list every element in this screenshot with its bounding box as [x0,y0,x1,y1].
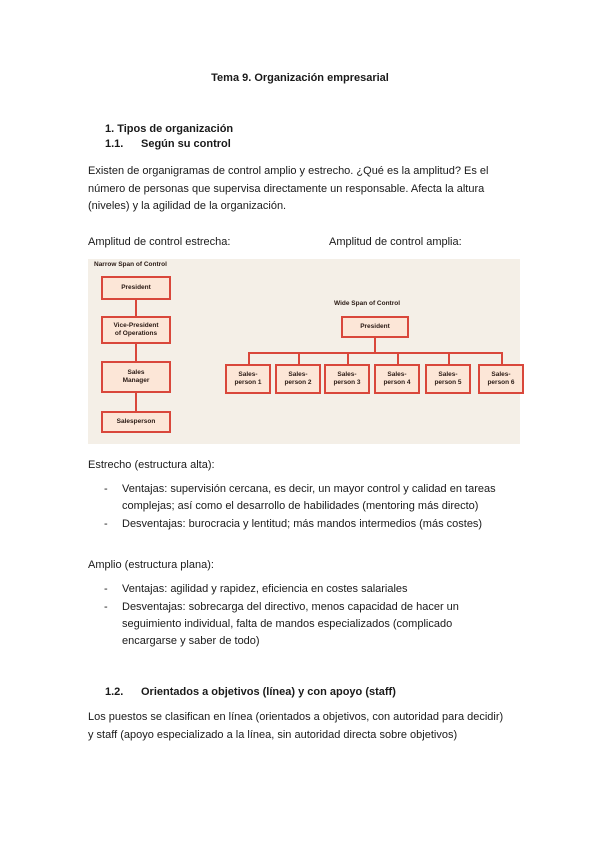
subsection-number-1-1: 1.1. [105,138,124,150]
narrow-structure-heading: Estrecho (estructura alta): [88,459,215,471]
org-node-salesperson-3: Sales- person 3 [324,364,370,394]
org-node-sales-manager: Sales Manager [101,361,171,393]
page-title: Tema 9. Organización empresarial [211,72,389,84]
org-node-salesperson-1: Sales- person 1 [225,364,271,394]
connector-line [374,338,376,353]
org-node-salesperson-6: Sales- person 6 [478,364,524,394]
org-node-salesperson-2: Sales- person 2 [275,364,321,394]
list-marker: - [104,583,108,595]
org-node-salesperson: Salesperson [101,411,171,433]
list-item [104,481,516,515]
list-item [104,581,504,598]
list-item [104,599,504,650]
list-marker: - [104,601,108,613]
connector-line [135,300,137,316]
span-of-control-figure [88,259,520,444]
connector-line [347,352,349,364]
narrow-structure-list [104,481,516,533]
wide-structure-heading: Amplio (estructura plana): [88,559,214,571]
connector-line [248,352,250,364]
org-node-vice-president: Vice-President of Operations [101,316,171,344]
narrow-chart-title: Narrow Span of Control [94,261,167,268]
connector-line [135,393,137,411]
intro-paragraph: Existen de organigramas de control amplio y estrecho. ¿Qué es la amplitud? Es el número de personas que supervisa directamente un responsable. Afecta la altura (niveles) y la agilidad de la organización. [88,165,489,212]
connector-line [248,352,503,354]
list-item-text: Desventajas: sobrecarga del directivo, menos capacidad de hacer un seguimiento individual, falta de mandos especializados (complicado encargarse y saber de todo) [122,601,459,647]
label-wide-span: Amplitud de control amplia: [329,236,462,248]
subsection-title-1-2: Orientados a objetivos (línea) y con apoyo (staff) [141,686,396,698]
connector-line [501,352,503,364]
org-node-salesperson-4: Sales- person 4 [374,364,420,394]
list-item-text: Ventajas: supervisión cercana, es decir, un mayor control y calidad en tareas complejas; así como el desarrollo de habilidades (mentoring más directo) [122,483,496,512]
connector-line [135,344,137,361]
list-item-text: Ventajas: agilidad y rapidez, eficiencia en costes salariales [122,583,408,595]
list-item-text: Desventajas: burocracia y lentitud; más mandos intermedios (más costes) [122,518,483,530]
list-marker: - [104,483,108,495]
connector-line [298,352,300,364]
org-node-salesperson-5: Sales- person 5 [425,364,471,394]
staff-line-paragraph: Los puestos se clasifican en línea (orientados a objetivos, con autoridad para decidir) y staff (apoyo especializado a la línea, sin autoridad directa sobre objetivos) [88,711,504,741]
connector-line [448,352,450,364]
connector-line [397,352,399,364]
org-node-wide-president: President [341,316,409,338]
wide-chart-title: Wide Span of Control [334,300,401,307]
wide-structure-list [104,581,504,650]
list-marker: - [104,518,108,530]
subsection-number-1-2: 1.2. [105,686,124,698]
list-item [104,516,516,533]
label-narrow-span: Amplitud de control estrecha: [88,236,231,248]
subsection-title-1-1: Según su control [141,138,231,150]
section-heading-1: 1. Tipos de organización [105,123,234,135]
org-node-president: President [101,276,171,300]
